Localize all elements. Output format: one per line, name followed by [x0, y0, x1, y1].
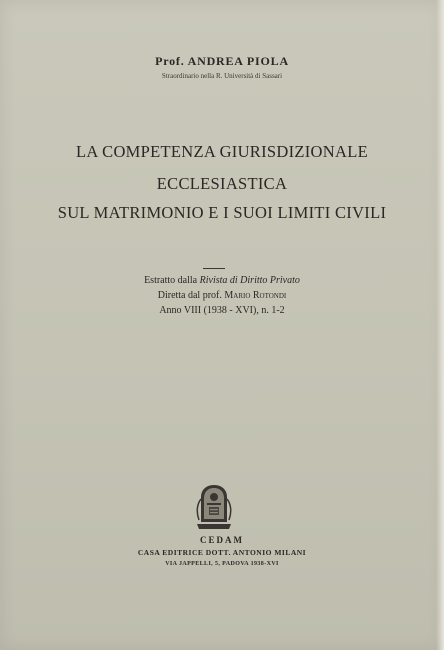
- journal-name: Rivista di Diritto Privato: [199, 275, 300, 286]
- extract-issue: Anno VIII (1938 - XVI), n. 1-2: [159, 305, 285, 316]
- director-prefix: Diretta dal prof.: [157, 290, 225, 301]
- title-line-1: LA COMPETENZA GIURISDIZIONALE: [76, 142, 368, 161]
- author-name: Prof. ANDREA PIOLA: [155, 54, 289, 68]
- publisher-name: CEDAM: [200, 535, 244, 545]
- extract-prefix: Estratto dalla: [144, 275, 200, 286]
- publisher-address: VIA JAPPELLI, 5, PADOVA 1938-XVI: [165, 561, 279, 567]
- publisher-press: CASA EDITRICE DOTT. ANTONIO MILANI: [137, 548, 307, 557]
- director-name: Mario Rotondi: [224, 290, 287, 301]
- title-line-2: ECCLESIASTICA: [156, 174, 288, 193]
- publisher-crest-icon: [193, 482, 235, 532]
- author-affiliation: Straordinario nella R. Università di Sassari: [161, 72, 283, 80]
- divider-rule: [203, 268, 225, 269]
- extract-director: [0, 290, 444, 301]
- title-line-3: SUL MATRIMONIO E I SUOI LIMITI CIVILI: [57, 203, 387, 222]
- extract-source: [0, 275, 444, 286]
